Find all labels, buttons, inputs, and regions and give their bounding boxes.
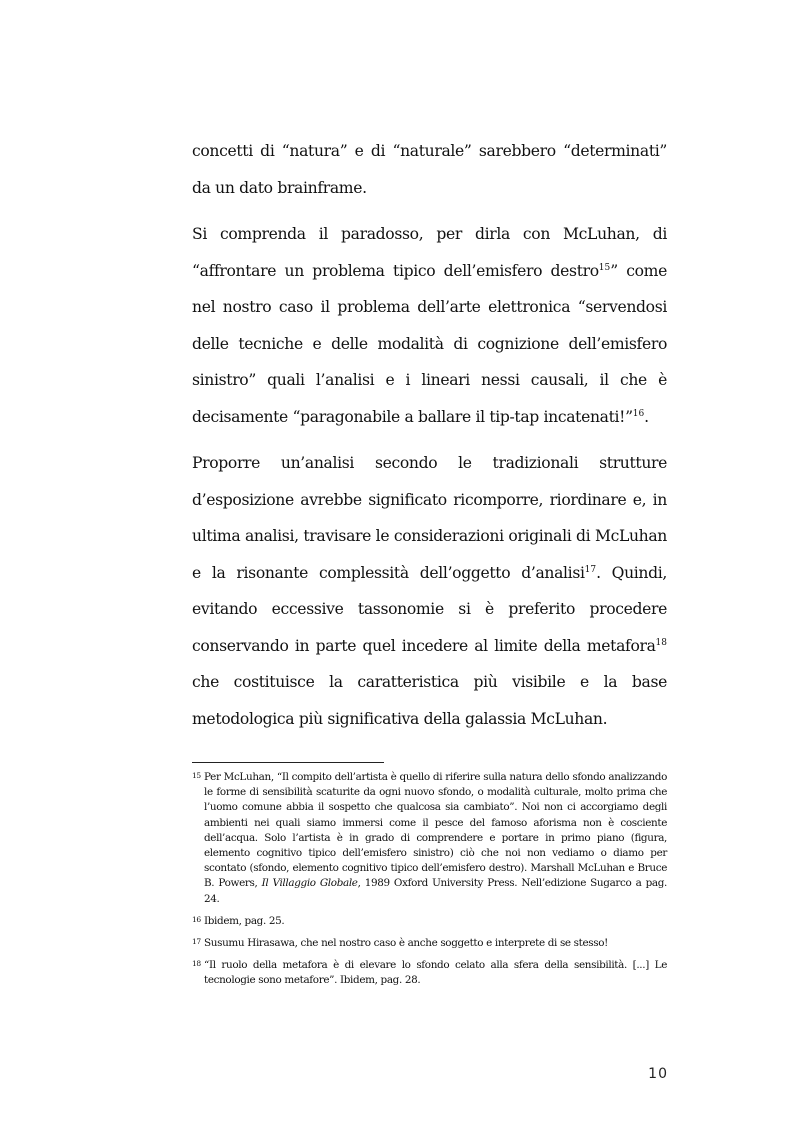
footnote-ref[interactable]: 18 xyxy=(655,637,667,648)
footnote xyxy=(192,770,667,907)
footnote-ref[interactable]: 15 xyxy=(598,262,611,273)
footnote-text: Susumu Hirasawa, che nel nostro caso è anche soggetto e interprete di se stesso! xyxy=(204,937,608,950)
footnote xyxy=(192,958,667,988)
paragraph-text: . xyxy=(644,407,649,426)
footnote-number: 15 xyxy=(192,771,201,780)
body-text xyxy=(192,133,667,747)
paragraph-text: ” come nel nostro caso il problema dell’arte elettronica “servendosi delle tecniche e delle modalità di cognizione dell’emisfero sinistro” quali l’analisi e i lineari nessi causali, il che è decisamente “paragonabile a ballare il tip-tap incatenati!” xyxy=(192,261,667,426)
paragraph xyxy=(192,133,667,206)
footnote-text-part: , 1989 Oxford University Press. Nell’edizione Sugarco a pag. 24. xyxy=(204,877,667,905)
paragraph xyxy=(192,216,667,435)
paragraph-text: Si comprenda il paradosso, per dirla con McLuhan, di “affrontare un problema tipico dell’emisfero destro xyxy=(192,225,667,280)
footnote-number: 16 xyxy=(192,914,201,924)
footnote-text: “Il ruolo della metafora è di elevare lo sfondo celato alla sfera della sensibilità. [...] Le tecnologie sono metafore”. Ibidem, pag. 28. xyxy=(204,959,667,987)
footnote xyxy=(192,914,667,929)
footnotes xyxy=(192,770,667,996)
paragraph-text: Proporre un’analisi secondo le tradizionali strutture d’esposizione avrebbe significato ricomporre, riordinare e, in ultima analisi, travisare le considerazioni originali di McLuhan e la risonante complessità dell’oggetto d’analisi xyxy=(192,454,667,582)
footnote-number: 17 xyxy=(192,937,201,947)
footnote-text-part: Per McLuhan, “Il compito dell’artista è quello di riferire sulla natura dello sfondo analizzando le forme di sensibilità scaturite da ogni nuovo sfondo, o modalità culturale, molto prima che l’uomo comune abbia il sospetto che qualcosa sia cambiato”. Noi non ci accorgiamo degli ambienti nei quali siamo immersi come il pesce del famoso aforisma non è cosciente dell’acqua. Solo l’artista è in grado di comprendere e portare in primo piano (figura, elemento cognitivo tipico dell’emisfero sinistro) ciò che noi non vediamo o diamo per scontato (sfondo, elemento cognitivo tipico dell’emisfero destro). Marshall McLuhan e Bruce B. Powers, xyxy=(204,771,667,890)
footnote-ref[interactable]: 17 xyxy=(584,564,597,575)
page-number: 10 xyxy=(648,1066,668,1082)
footnote-separator xyxy=(192,762,384,763)
footnote-text xyxy=(204,770,667,907)
footnote-number: 18 xyxy=(192,959,201,969)
paragraph-text: . Quindi, evitando eccessive tassonomie si è preferito procedere conservando in parte quel incedere al limite della metafora xyxy=(192,563,667,655)
paragraph-text: che costituisce la caratteristica più visibile e la base metodologica più significativa della galassia McLuhan. xyxy=(192,673,667,728)
paragraph-text: concetti di “natura” e di “naturale” sarebbero “determinati” da un dato brainframe. xyxy=(192,142,667,197)
paragraph xyxy=(192,445,667,737)
footnote-text: Ibidem, pag. 25. xyxy=(204,914,285,927)
book-title: Il Villaggio Globale xyxy=(261,877,358,890)
footnote-ref[interactable]: 16 xyxy=(632,408,645,419)
footnote xyxy=(192,936,667,951)
